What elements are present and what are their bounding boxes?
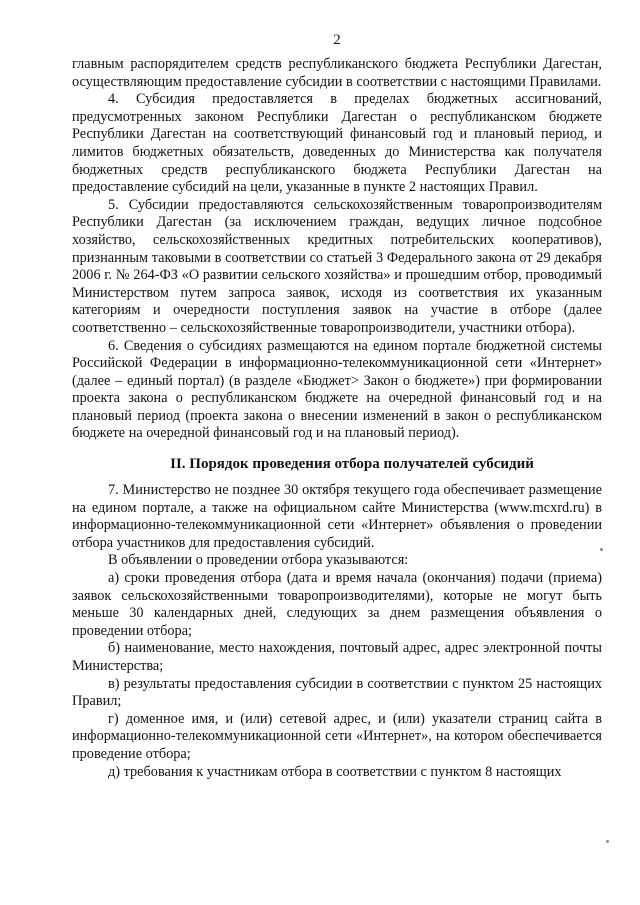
paragraph-p-7g: г) доменное имя, и (или) сетевой адрес, и (или) указатели страниц сайта в информационно-телекоммуникационной сети «Интернет», на котором обеспечивается проведение отбора; (72, 710, 602, 762)
paragraph-p-4: 4. Субсидия предоставляется в пределах бюджетных ассигнований, предусмотренных законом Республики Дагестан о республиканском бюджете Республики Дагестан на соответствующий финансовый год и плановый период, и лимитов бюджетных обязательств, доведенных до Министерства как получателя бюджетных средств республиканского бюджета Республики Дагестан на предоставление субсидий на цели, указанные в пункте 2 настоящих Правил. (72, 91, 602, 196)
scan-speck (606, 840, 609, 843)
scan-speck (600, 548, 603, 551)
paragraph-p-cont: главным распорядителем средств республиканского бюджета Республики Дагестан, осуществляющим предоставление субсидии в соответствии с настоящими Правилами. (72, 56, 602, 90)
section-heading: II. Порядок проведения отбора получателей субсидий (170, 456, 534, 473)
paragraph-p-7b: б) наименование, место нахождения, почтовый адрес, адрес электронной почты Министерства; (72, 640, 602, 674)
paragraph-p-5: 5. Субсидии предоставляются сельскохозяйственным товаропроизводителям Республики Дагестан (за исключением граждан, ведущих личное подсобное хозяйство, сельскохозяйственных кредитных потребительских кооперативов), признанным таковыми в соответствии со статьей 3 Федерального закона от 29 декабря 2006 г. № 264-ФЗ «О развитии сельского хозяйства» и прошедшим отбор, проводимый Министерством путем запроса заявок, исходя из соответствия их указанным категориям и очередности поступления заявок на участие в отборе (далее соответственно – сельскохозяйственные товаропроизводители, участники отбора). (72, 196, 602, 336)
paragraph-p-7-intro: В объявлении о проведении отбора указываются: (108, 552, 409, 569)
paragraphs-top (72, 56, 602, 443)
paragraphs-bottom (72, 482, 602, 781)
paragraph-p-7: 7. Министерство не позднее 30 октября текущего года обеспечивает размещение на едином портале, а также на официальном сайте Министерства (www.mcxrd.ru) в информационно-телекоммуникационной сети «Интернет» объявления о проведении отбора участников для предоставления субсидий. (72, 482, 602, 551)
paragraph-p-7d: д) требования к участникам отбора в соответствии с пунктом 8 настоящих (108, 763, 562, 780)
page-number: 2 (333, 32, 341, 48)
paragraph-p-6: 6. Сведения о субсидиях размещаются на едином портале бюджетной системы Российской Федерации в информационно-телекоммуникационной сети «Интернет» (далее – единый портал) (в разделе «Бюджет> Закон о бюджете») при формировании проекта закона о республиканском бюджете на очередной финансовый год и на плановый период (проекта закона о внесении изменений в закон о республиканском бюджете на очередной финансовый год и на плановый период). (72, 337, 602, 442)
paragraph-p-7v: в) результаты предоставления субсидии в соответствии с пунктом 25 настоящих Правил; (72, 675, 602, 710)
paragraph-p-7a: а) сроки проведения отбора (дата и время начала (окончания) подачи (приема) заявок сельскохозяйственными товаропроизводителями), которые не могут быть меньше 30 календарных дней, следующих за днем размещения объявления о проведении отбора; (72, 570, 602, 639)
